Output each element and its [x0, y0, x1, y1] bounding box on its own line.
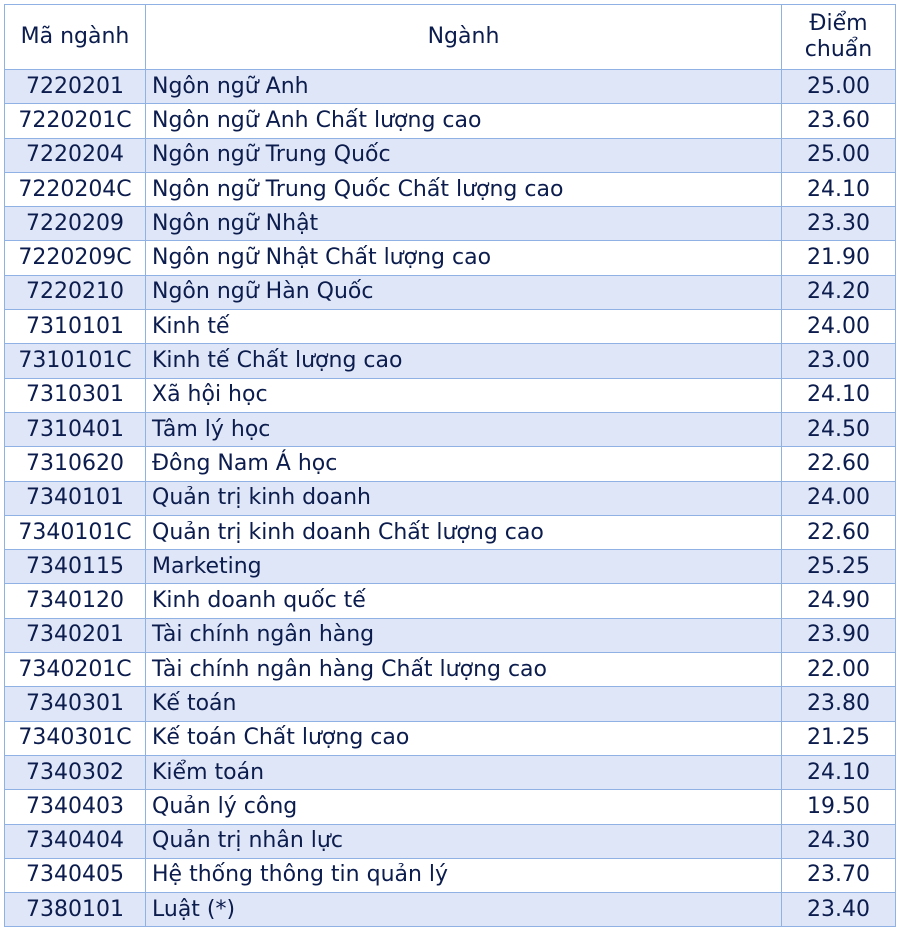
- cell-major: Ngôn ngữ Anh Chất lượng cao: [146, 104, 782, 138]
- cell-major: Ngôn ngữ Anh: [146, 70, 782, 104]
- header-code: Mã ngành: [5, 5, 146, 70]
- cell-code: 7340201: [5, 618, 146, 652]
- table-row: [5, 104, 896, 138]
- cell-code: 7220210: [5, 275, 146, 309]
- table-row: [5, 790, 896, 824]
- table-row: [5, 138, 896, 172]
- header-score-line2: chuẩn: [804, 37, 873, 62]
- cell-score: 23.30: [782, 207, 896, 241]
- table-body: [5, 70, 896, 927]
- cell-score: 24.30: [782, 824, 896, 858]
- table-row: [5, 310, 896, 344]
- cell-major: Kiểm toán: [146, 755, 782, 789]
- cell-major: Quản lý công: [146, 790, 782, 824]
- cell-code: 7340301C: [5, 721, 146, 755]
- cell-major: Ngôn ngữ Trung Quốc: [146, 138, 782, 172]
- cell-major: Kinh tế: [146, 310, 782, 344]
- cell-score: 23.00: [782, 344, 896, 378]
- cell-major: Ngôn ngữ Trung Quốc Chất lượng cao: [146, 172, 782, 206]
- cell-score: 24.00: [782, 481, 896, 515]
- cell-code: 7340301: [5, 687, 146, 721]
- cell-code: 7340405: [5, 858, 146, 892]
- cell-score: 23.90: [782, 618, 896, 652]
- cell-code: 7220201: [5, 70, 146, 104]
- cell-score: 25.00: [782, 138, 896, 172]
- admission-scores-table: [4, 4, 896, 927]
- table-row: [5, 550, 896, 584]
- cell-code: 7340201C: [5, 653, 146, 687]
- table-row: [5, 755, 896, 789]
- cell-code: 7220204C: [5, 172, 146, 206]
- cell-code: 7310301: [5, 378, 146, 412]
- table-row: [5, 687, 896, 721]
- table-row: [5, 275, 896, 309]
- cell-major: Ngôn ngữ Nhật Chất lượng cao: [146, 241, 782, 275]
- cell-code: 7220209C: [5, 241, 146, 275]
- cell-score: 23.40: [782, 893, 896, 927]
- header-score-line1: Điểm: [809, 11, 868, 36]
- table-row: [5, 344, 896, 378]
- cell-code: 7310620: [5, 447, 146, 481]
- cell-code: 7310401: [5, 412, 146, 446]
- cell-major: Ngôn ngữ Hàn Quốc: [146, 275, 782, 309]
- cell-code: 7380101: [5, 893, 146, 927]
- table-row: [5, 893, 896, 927]
- cell-major: Marketing: [146, 550, 782, 584]
- cell-score: 23.80: [782, 687, 896, 721]
- cell-major: Hệ thống thông tin quản lý: [146, 858, 782, 892]
- cell-score: 24.10: [782, 755, 896, 789]
- header-major: Ngành: [146, 5, 782, 70]
- cell-score: 24.50: [782, 412, 896, 446]
- cell-score: 22.60: [782, 447, 896, 481]
- table-row: [5, 378, 896, 412]
- table-row: [5, 824, 896, 858]
- cell-major: Ngôn ngữ Nhật: [146, 207, 782, 241]
- table-row: [5, 241, 896, 275]
- cell-score: 24.10: [782, 172, 896, 206]
- cell-code: 7340120: [5, 584, 146, 618]
- cell-score: 22.00: [782, 653, 896, 687]
- cell-score: 23.70: [782, 858, 896, 892]
- cell-major: Kế toán Chất lượng cao: [146, 721, 782, 755]
- cell-score: 19.50: [782, 790, 896, 824]
- cell-major: Quản trị nhân lực: [146, 824, 782, 858]
- cell-code: 7340403: [5, 790, 146, 824]
- table-row: [5, 653, 896, 687]
- table-row: [5, 70, 896, 104]
- cell-code: 7220209: [5, 207, 146, 241]
- cell-score: 24.00: [782, 310, 896, 344]
- cell-major: Đông Nam Á học: [146, 447, 782, 481]
- table-row: [5, 584, 896, 618]
- cell-code: 7220204: [5, 138, 146, 172]
- table-row: [5, 207, 896, 241]
- cell-major: Tâm lý học: [146, 412, 782, 446]
- cell-score: 25.25: [782, 550, 896, 584]
- table-header: [5, 5, 896, 70]
- cell-code: 7310101: [5, 310, 146, 344]
- cell-major: Kinh doanh quốc tế: [146, 584, 782, 618]
- cell-major: Tài chính ngân hàng: [146, 618, 782, 652]
- cell-score: 23.60: [782, 104, 896, 138]
- cell-code: 7310101C: [5, 344, 146, 378]
- cell-code: 7340404: [5, 824, 146, 858]
- cell-code: 7340302: [5, 755, 146, 789]
- table-row: [5, 481, 896, 515]
- cell-score: 22.60: [782, 515, 896, 549]
- cell-major: Quản trị kinh doanh Chất lượng cao: [146, 515, 782, 549]
- header-row: [5, 5, 896, 70]
- cell-major: Xã hội học: [146, 378, 782, 412]
- cell-code: 7340101: [5, 481, 146, 515]
- cell-code: 7340115: [5, 550, 146, 584]
- table-row: [5, 858, 896, 892]
- cell-code: 7340101C: [5, 515, 146, 549]
- cell-code: 7220201C: [5, 104, 146, 138]
- cell-major: Luật (*): [146, 893, 782, 927]
- cell-score: 21.25: [782, 721, 896, 755]
- cell-score: 24.10: [782, 378, 896, 412]
- cell-score: 24.20: [782, 275, 896, 309]
- cell-score: 21.90: [782, 241, 896, 275]
- cell-major: Kế toán: [146, 687, 782, 721]
- table-row: [5, 721, 896, 755]
- header-score: [782, 5, 896, 70]
- cell-major: Tài chính ngân hàng Chất lượng cao: [146, 653, 782, 687]
- table-row: [5, 447, 896, 481]
- table-row: [5, 412, 896, 446]
- table-row: [5, 618, 896, 652]
- table-row: [5, 515, 896, 549]
- table-row: [5, 172, 896, 206]
- cell-major: Kinh tế Chất lượng cao: [146, 344, 782, 378]
- cell-score: 24.90: [782, 584, 896, 618]
- cell-score: 25.00: [782, 70, 896, 104]
- cell-major: Quản trị kinh doanh: [146, 481, 782, 515]
